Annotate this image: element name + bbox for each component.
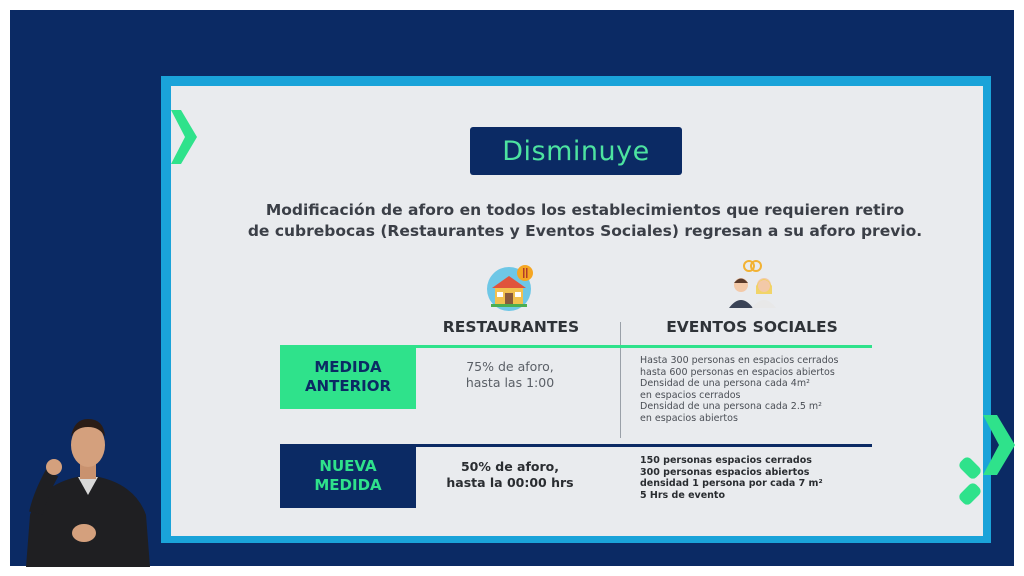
slide-subtitle	[240, 200, 930, 242]
restaurant-building-icon	[485, 262, 537, 314]
sign-language-interpreter	[22, 415, 154, 567]
cell-line: hasta las 1:00	[465, 375, 555, 390]
chevron-decoration-icon	[171, 110, 197, 164]
cell-events-new	[640, 455, 880, 501]
cell-line: Densidad de una persona cada 2.5 m²	[640, 401, 822, 412]
column-divider	[620, 322, 621, 438]
cell-restaurants-previous	[440, 359, 580, 391]
column-header-events: EVENTOS SOCIALES	[666, 318, 838, 336]
couple-rings-icon	[725, 258, 781, 312]
column-header-restaurants: RESTAURANTES	[442, 318, 580, 336]
cell-line: en espacios cerrados	[640, 389, 741, 401]
cell-events-previous	[640, 355, 880, 424]
cell-restaurants-new	[440, 459, 580, 491]
cell-line: hasta 600 personas en espacios abiertos	[640, 366, 835, 378]
subtitle-line: de cubrebocas (Restaurantes y Eventos Sociales) regresan a su aforo previo.	[247, 222, 923, 240]
cell-line: 5 Hrs de evento	[640, 489, 725, 501]
row-label-line: MEDIDA	[314, 476, 382, 494]
row-label-line: ANTERIOR	[304, 377, 392, 395]
cell-line: 150 personas espacios cerrados	[640, 455, 812, 466]
chevron-decoration-icon	[955, 415, 1015, 515]
cell-line: en espacios abiertos	[640, 412, 738, 424]
cell-line: 300 personas espacios abiertos	[640, 466, 810, 478]
cell-line: Hasta 300 personas en espacios cerrados	[640, 355, 839, 366]
cell-line: Densidad de una persona cada 4m²	[640, 378, 810, 389]
row-rule-new	[416, 444, 872, 447]
row-label-previous	[280, 345, 416, 409]
cell-line: 50% de aforo,	[460, 459, 559, 474]
row-label-new	[280, 444, 416, 508]
cell-line: densidad 1 persona por cada 7 m²	[640, 478, 823, 489]
cell-line: hasta la 00:00 hrs	[446, 475, 574, 490]
row-label-line: MEDIDA	[314, 358, 382, 376]
cell-line: 75% de aforo,	[466, 359, 554, 374]
row-rule-previous	[416, 345, 872, 348]
slide-title: Disminuye	[470, 127, 682, 175]
subtitle-line: Modificación de aforo en todos los establecimientos que requieren retiro	[265, 201, 905, 219]
row-label-line: NUEVA	[319, 457, 377, 475]
